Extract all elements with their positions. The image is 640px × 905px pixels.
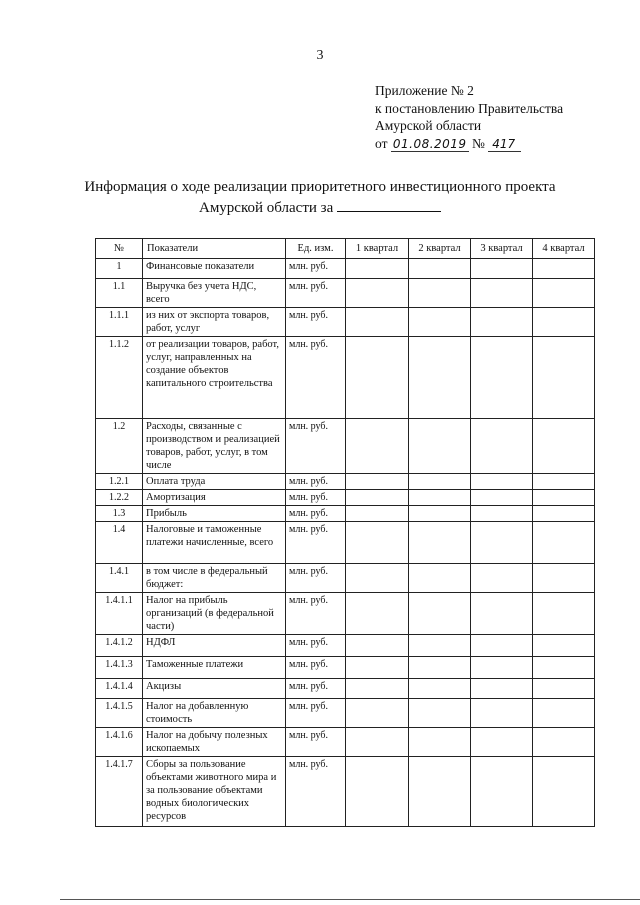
cell-q3: [471, 522, 533, 564]
row-number: 1.1.1: [96, 308, 143, 337]
table-row: [96, 564, 595, 593]
cell-q2: [409, 337, 471, 419]
row-indicator: Налоговые и таможенные платежи начисленные, всего: [143, 522, 286, 564]
row-indicator: Налог на прибыль организаций (в федеральной части): [143, 593, 286, 635]
row-indicator: Таможенные платежи: [143, 657, 286, 679]
table-body: [96, 259, 595, 827]
cell-q2: [409, 308, 471, 337]
cell-q4: [533, 635, 595, 657]
cell-q2: [409, 506, 471, 522]
indicators-table: [95, 238, 595, 827]
header-number: №: [96, 239, 143, 259]
row-unit: млн. руб.: [286, 728, 346, 757]
row-indicator: Сборы за пользование объектами животного мира и за пользование объектами водных биологических ресурсов: [143, 757, 286, 827]
cell-q3: [471, 337, 533, 419]
cell-q1: [346, 259, 409, 279]
row-unit: млн. руб.: [286, 279, 346, 308]
row-number: 1: [96, 259, 143, 279]
row-unit: млн. руб.: [286, 506, 346, 522]
appendix-decree: к постановлению Правительства: [375, 100, 564, 116]
cell-q2: [409, 679, 471, 699]
title-line-1: Информация о ходе реализации приоритетного инвестиционного проекта: [84, 179, 556, 195]
decree-number: 417: [488, 137, 521, 152]
table-row: [96, 308, 595, 337]
cell-q2: [409, 522, 471, 564]
header-q2: 2 квартал: [409, 239, 471, 259]
from-label: от: [375, 135, 388, 151]
cell-q3: [471, 279, 533, 308]
cell-q3: [471, 679, 533, 699]
table-row: [96, 522, 595, 564]
cell-q2: [409, 419, 471, 474]
cell-q1: [346, 728, 409, 757]
row-number: 1.4: [96, 522, 143, 564]
row-indicator: Оплата труда: [143, 474, 286, 490]
row-indicator: Акцизы: [143, 679, 286, 699]
header-q3: 3 квартал: [471, 239, 533, 259]
appendix-region: Амурской области: [375, 118, 482, 133]
cell-q4: [533, 506, 595, 522]
row-number: 1.4.1.3: [96, 657, 143, 679]
row-number: 1.2.1: [96, 474, 143, 490]
row-unit: млн. руб.: [286, 564, 346, 593]
cell-q3: [471, 474, 533, 490]
cell-q4: [533, 279, 595, 308]
cell-q4: [533, 337, 595, 419]
cell-q1: [346, 474, 409, 490]
row-indicator: Амортизация: [143, 490, 286, 506]
cell-q4: [533, 419, 595, 474]
table-row: [96, 279, 595, 308]
cell-q1: [346, 490, 409, 506]
table-row: [96, 757, 595, 827]
cell-q1: [346, 337, 409, 419]
table-row: [96, 635, 595, 657]
page-number: 3: [316, 48, 324, 63]
row-number: 1.4.1.2: [96, 635, 143, 657]
row-unit: млн. руб.: [286, 419, 346, 474]
table-row: [96, 728, 595, 757]
cell-q3: [471, 506, 533, 522]
cell-q1: [346, 279, 409, 308]
cell-q2: [409, 593, 471, 635]
cell-q2: [409, 635, 471, 657]
number-label: №: [471, 135, 485, 151]
cell-q4: [533, 564, 595, 593]
cell-q1: [346, 657, 409, 679]
row-indicator: Расходы, связанные с производством и реализацией товаров, работ, услуг, в том числе: [143, 419, 286, 474]
row-unit: млн. руб.: [286, 699, 346, 728]
cell-q3: [471, 657, 533, 679]
cell-q1: [346, 522, 409, 564]
row-indicator: Финансовые показатели: [143, 259, 286, 279]
row-unit: млн. руб.: [286, 259, 346, 279]
row-number: 1.4.1.6: [96, 728, 143, 757]
row-unit: млн. руб.: [286, 657, 346, 679]
row-unit: млн. руб.: [286, 522, 346, 564]
row-unit: млн. руб.: [286, 679, 346, 699]
cell-q3: [471, 259, 533, 279]
document-title: [0, 177, 640, 218]
row-unit: млн. руб.: [286, 474, 346, 490]
cell-q3: [471, 419, 533, 474]
cell-q4: [533, 522, 595, 564]
cell-q1: [346, 419, 409, 474]
cell-q4: [533, 757, 595, 827]
cell-q2: [409, 564, 471, 593]
table-row: [96, 679, 595, 699]
cell-q3: [471, 593, 533, 635]
table-header-row: [96, 239, 595, 259]
row-number: 1.4.1.1: [96, 593, 143, 635]
title-line-2-text: Амурской области за: [198, 200, 334, 216]
cell-q3: [471, 564, 533, 593]
cell-q4: [533, 728, 595, 757]
cell-q1: [346, 699, 409, 728]
row-indicator: от реализации товаров, работ, услуг, направленных на создание объектов капитального строительства: [143, 337, 286, 419]
row-unit: млн. руб.: [286, 337, 346, 419]
row-number: 1.2.2: [96, 490, 143, 506]
cell-q2: [409, 699, 471, 728]
appendix-date-line: [375, 135, 563, 154]
cell-q2: [409, 279, 471, 308]
cell-q2: [409, 259, 471, 279]
row-indicator: Налог на добычу полезных ископаемых: [143, 728, 286, 757]
appendix-block: [375, 82, 563, 153]
row-number: 1.1.2: [96, 337, 143, 419]
cell-q2: [409, 490, 471, 506]
header-indicator: Показатели: [143, 239, 286, 259]
cell-q1: [346, 308, 409, 337]
cell-q1: [346, 679, 409, 699]
table-row: [96, 490, 595, 506]
row-unit: млн. руб.: [286, 593, 346, 635]
row-number: 1.4.1.5: [96, 699, 143, 728]
row-indicator: из них от экспорта товаров, работ, услуг: [143, 308, 286, 337]
row-indicator: Прибыль: [143, 506, 286, 522]
cell-q2: [409, 728, 471, 757]
row-unit: млн. руб.: [286, 490, 346, 506]
cell-q4: [533, 593, 595, 635]
table-row: [96, 419, 595, 474]
cell-q4: [533, 308, 595, 337]
cell-q1: [346, 757, 409, 827]
row-unit: млн. руб.: [286, 635, 346, 657]
row-unit: млн. руб.: [286, 308, 346, 337]
header-unit: Ед. изм.: [286, 239, 346, 259]
cell-q2: [409, 474, 471, 490]
cell-q3: [471, 490, 533, 506]
row-indicator: в том числе в федеральный бюджет:: [143, 564, 286, 593]
header-q1: 1 квартал: [346, 239, 409, 259]
table-row: [96, 657, 595, 679]
row-number: 1.1: [96, 279, 143, 308]
cell-q4: [533, 679, 595, 699]
table-row: [96, 337, 595, 419]
cell-q3: [471, 757, 533, 827]
cell-q4: [533, 490, 595, 506]
cell-q4: [533, 474, 595, 490]
cell-q1: [346, 635, 409, 657]
appendix-title: Приложение № 2: [375, 83, 474, 98]
cell-q4: [533, 259, 595, 279]
cell-q3: [471, 699, 533, 728]
cell-q2: [409, 757, 471, 827]
row-indicator: Выручка без учета НДС, всего: [143, 279, 286, 308]
header-q4: 4 квартал: [533, 239, 595, 259]
row-number: 1.4.1.7: [96, 757, 143, 827]
cell-q4: [533, 699, 595, 728]
cell-q3: [471, 728, 533, 757]
table-row: [96, 699, 595, 728]
cell-q3: [471, 635, 533, 657]
row-number: 1.3: [96, 506, 143, 522]
row-unit: млн. руб.: [286, 757, 346, 827]
title-line-2: [0, 197, 640, 218]
cell-q3: [471, 308, 533, 337]
cell-q2: [409, 657, 471, 679]
scan-edge-line: [60, 899, 640, 900]
cell-q1: [346, 506, 409, 522]
table-row: [96, 593, 595, 635]
cell-q4: [533, 657, 595, 679]
row-indicator: НДФЛ: [143, 635, 286, 657]
decree-date: 01.08.2019: [392, 136, 467, 151]
table-row: [96, 506, 595, 522]
period-blank-field: [337, 197, 441, 212]
cell-q1: [346, 593, 409, 635]
table-row: [96, 259, 595, 279]
cell-q1: [346, 564, 409, 593]
row-number: 1.4.1.4: [96, 679, 143, 699]
row-indicator: Налог на добавленную стоимость: [143, 699, 286, 728]
row-number: 1.2: [96, 419, 143, 474]
row-number: 1.4.1: [96, 564, 143, 593]
table-row: [96, 474, 595, 490]
